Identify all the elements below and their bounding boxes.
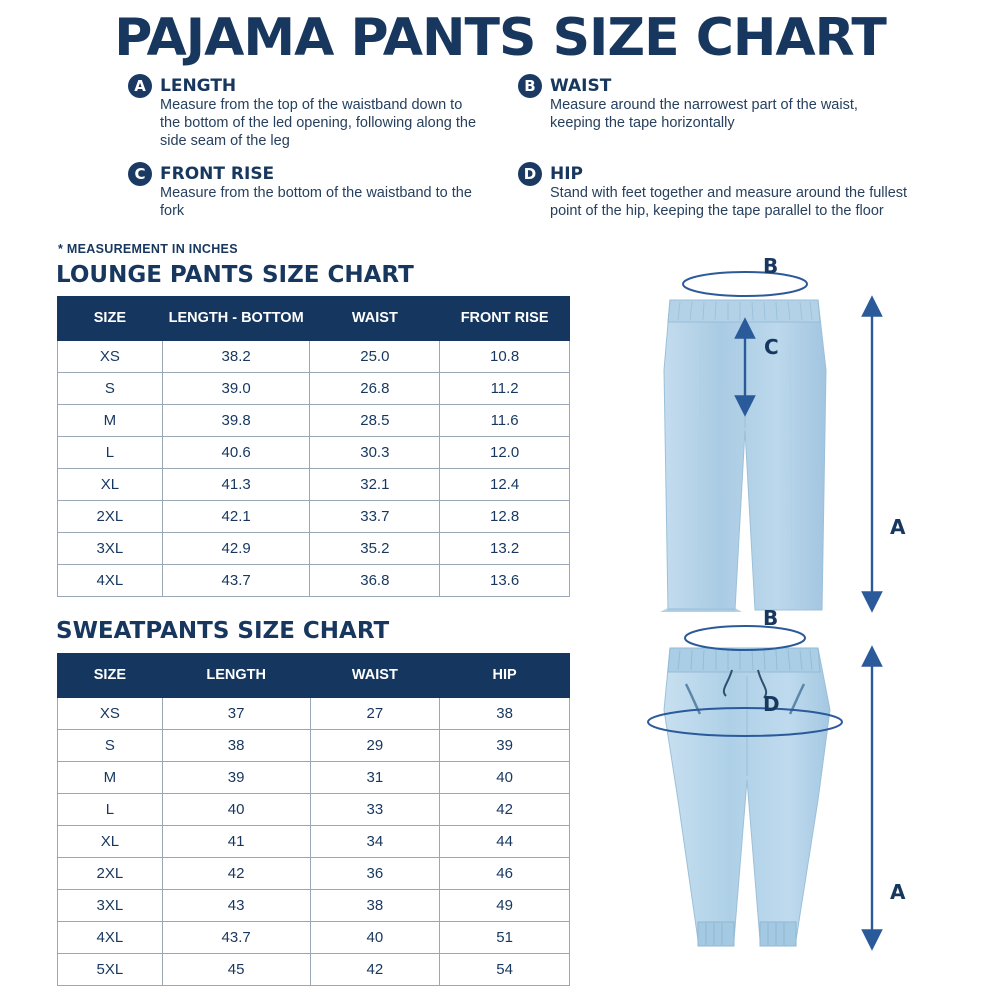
col-header-size: SIZE: [58, 297, 163, 341]
cell-waist: 34: [310, 826, 440, 858]
table-header-row: [58, 297, 570, 341]
cell-front-rise: 12.4: [440, 469, 570, 501]
cell-front-rise: 13.2: [440, 533, 570, 565]
cell-hip: 49: [440, 890, 570, 922]
cell-front-rise: 12.8: [440, 501, 570, 533]
cell-length: 41.3: [162, 469, 310, 501]
marker-lounge-waist: B: [763, 254, 779, 278]
cell-waist: 36.8: [310, 565, 440, 597]
cell-size: 3XL: [58, 533, 163, 565]
cell-size: L: [58, 437, 163, 469]
cell-length: 43.7: [162, 565, 310, 597]
cell-hip: 42: [440, 794, 570, 826]
cell-length: 40: [162, 794, 310, 826]
col-header-length: LENGTH: [162, 654, 310, 698]
cell-length: 41: [162, 826, 310, 858]
cell-length: 42.9: [162, 533, 310, 565]
col-header-waist: WAIST: [310, 654, 440, 698]
table-row: [58, 533, 570, 565]
marker-lounge-front-rise: C: [764, 335, 779, 359]
cell-hip: 46: [440, 858, 570, 890]
table-row: [58, 405, 570, 437]
cell-waist: 27: [310, 698, 440, 730]
cell-length: 39: [162, 762, 310, 794]
cell-hip: 38: [440, 698, 570, 730]
cell-size: 4XL: [58, 565, 163, 597]
col-header-front-rise: FRONT RISE: [440, 297, 570, 341]
cell-waist: 29: [310, 730, 440, 762]
lounge-pants-table-title: LOUNGE PANTS SIZE CHART: [56, 262, 414, 288]
legend-desc-length: Measure from the top of the waistband down to the bottom of the led opening, following along the side seam of the leg: [160, 97, 477, 149]
cell-front-rise: 11.2: [440, 373, 570, 405]
page-title: PAJAMA PANTS SIZE CHART: [114, 8, 886, 68]
cell-length: 39.8: [162, 405, 310, 437]
col-header-waist: WAIST: [310, 297, 440, 341]
lounge-pants-size-table: [57, 296, 570, 597]
legend: [0, 74, 1000, 244]
table-row: [58, 698, 570, 730]
legend-title-waist: WAIST: [550, 76, 612, 96]
sweatpants-table-title: SWEATPANTS SIZE CHART: [56, 618, 390, 644]
cell-size: S: [58, 730, 163, 762]
legend-title-hip: HIP: [550, 164, 584, 184]
col-header-size: SIZE: [58, 654, 163, 698]
cell-waist: 31: [310, 762, 440, 794]
legend-title-length: LENGTH: [160, 76, 237, 96]
cell-length: 40.6: [162, 437, 310, 469]
cell-size: XL: [58, 469, 163, 501]
table-row: [58, 373, 570, 405]
table-row: [58, 469, 570, 501]
cell-hip: 44: [440, 826, 570, 858]
cell-waist: 38: [310, 890, 440, 922]
cell-length: 42: [162, 858, 310, 890]
cell-waist: 33.7: [310, 501, 440, 533]
legend-title-front-rise: FRONT RISE: [160, 164, 275, 184]
cell-length: 39.0: [162, 373, 310, 405]
cell-front-rise: 10.8: [440, 341, 570, 373]
marker-sweat-length: A: [890, 880, 906, 904]
cell-size: 4XL: [58, 922, 163, 954]
col-header-hip: HIP: [440, 654, 570, 698]
legend-desc-hip: Stand with feet together and measure around the fullest point of the hip, keeping the tape parallel to the floor: [550, 185, 908, 219]
cell-waist: 30.3: [310, 437, 440, 469]
cell-size: XS: [58, 698, 163, 730]
cell-hip: 40: [440, 762, 570, 794]
cell-size: XS: [58, 341, 163, 373]
cell-front-rise: 13.6: [440, 565, 570, 597]
cell-hip: 51: [440, 922, 570, 954]
cell-waist: 36: [310, 858, 440, 890]
cell-hip: 39: [440, 730, 570, 762]
cell-size: 3XL: [58, 890, 163, 922]
cell-length: 43.7: [162, 922, 310, 954]
cell-waist: 26.8: [310, 373, 440, 405]
cell-size: 5XL: [58, 954, 163, 986]
measurement-note: * MEASUREMENT IN INCHES: [58, 242, 238, 256]
marker-sweat-hip: D: [763, 692, 780, 716]
cell-length: 38.2: [162, 341, 310, 373]
cell-length: 37: [162, 698, 310, 730]
legend-desc-front-rise: Measure from the bottom of the waistband to the fork: [160, 185, 472, 219]
lounge-pants-illustration: [660, 272, 872, 612]
marker-sweat-waist: B: [763, 606, 779, 630]
sweatpants-size-table: [57, 653, 570, 986]
table-header-row: [58, 654, 570, 698]
cell-length: 38: [162, 730, 310, 762]
table-row: [58, 890, 570, 922]
badge-a: A: [128, 74, 152, 98]
cell-waist: 33: [310, 794, 440, 826]
sweatpants-illustration: [648, 626, 872, 946]
cell-size: S: [58, 373, 163, 405]
table-row: [58, 922, 570, 954]
cell-front-rise: 12.0: [440, 437, 570, 469]
table-row: [58, 858, 570, 890]
table-row: [58, 341, 570, 373]
table-row: [58, 826, 570, 858]
cell-waist: 40: [310, 922, 440, 954]
badge-d: D: [518, 162, 542, 186]
cell-hip: 54: [440, 954, 570, 986]
cell-size: M: [58, 762, 163, 794]
badge-c: C: [128, 162, 152, 186]
table-row: [58, 501, 570, 533]
cell-length: 42.1: [162, 501, 310, 533]
table-row: [58, 794, 570, 826]
cell-size: M: [58, 405, 163, 437]
cell-size: L: [58, 794, 163, 826]
cell-length: 43: [162, 890, 310, 922]
table-row: [58, 437, 570, 469]
cell-size: 2XL: [58, 858, 163, 890]
cell-size: XL: [58, 826, 163, 858]
table-row: [58, 762, 570, 794]
badge-b: B: [518, 74, 542, 98]
garment-illustrations: [600, 240, 1000, 1000]
cell-waist: 25.0: [310, 341, 440, 373]
table-row: [58, 954, 570, 986]
table-row: [58, 730, 570, 762]
cell-length: 45: [162, 954, 310, 986]
col-header-length-bottom: LENGTH - BOTTOM: [162, 297, 310, 341]
cell-front-rise: 11.6: [440, 405, 570, 437]
cell-waist: 35.2: [310, 533, 440, 565]
pants-diagram-svg: [600, 240, 1000, 1000]
cell-size: 2XL: [58, 501, 163, 533]
cell-waist: 42: [310, 954, 440, 986]
cell-waist: 28.5: [310, 405, 440, 437]
table-row: [58, 565, 570, 597]
cell-waist: 32.1: [310, 469, 440, 501]
legend-desc-waist: Measure around the narrowest part of the waist, keeping the tape horizontally: [550, 97, 858, 131]
marker-lounge-length: A: [890, 515, 906, 539]
